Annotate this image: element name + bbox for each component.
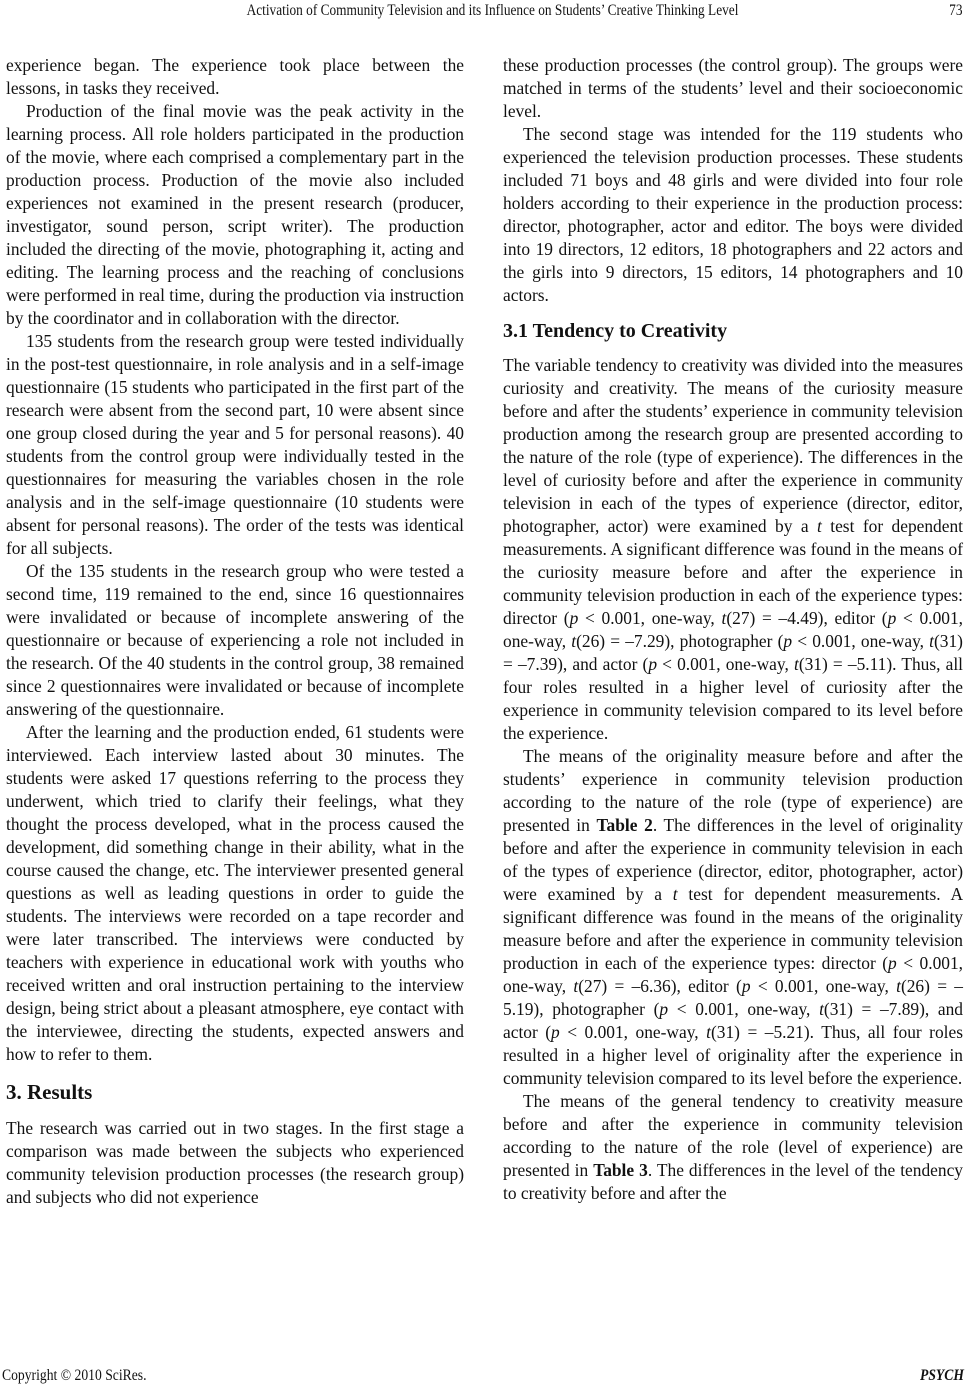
table-2-reference: Table 2: [596, 815, 653, 835]
paragraph: The research was carried out in two stages. In the first stage a comparison was made between the subjects who experienced community television production processes (the research group) and subjects who did not experience: [6, 1118, 464, 1207]
paragraph: 135 students from the research group were tested individually in the post-test questionnaire, in role analysis and in a self-image questionnaire (15 students who participated in the first part of the research were absent from the second part, 10 were absent since one group closed during the year and 5 for personal reasons). 40 students from the control group were individually tested in the questionnaires for measuring the variables chosen in the role analysis and in the self-image questionnaire (10 students were absent for personal reasons). The order of the tests was identical for all subjects.: [6, 331, 464, 558]
subsection-heading-tendency-to-creativity: 3.1 Tendency to Creativity: [503, 320, 728, 342]
running-header: [0, 0, 970, 22]
paragraph: After the learning and the production ended, 61 students were interviewed. Each interview lasted about 30 minutes. The students were asked 17 questions referring to the process they underwent, which tried to clarify their feelings, what they thought the process developed, what in the process caused the development, did something change in their ability, what in the course caused the change, etc. The interviewer presented general questions as well as leading questions in order to guide the students. The interviews were recorded on a tape recorder and were later transcribed. The interviews were conducted by teachers with experience in educational work with youths who received written and oral instruction pertaining to the interview design, being strict about a pleasant atmosphere, eye contact with the interviewee, directing the students, expected answers and how to refer to them.: [6, 722, 464, 1064]
paragraph: Production of the final movie was the peak activity in the learning process. All role holders participated in the production of the movie, where each comprised a complementary part in the production process. Production of the movie also included experiences not examined in the present research (producer, investigator, sound person, script writer). The production included the directing of the movie, photographing it, acting and editing. The learning process and the reaching of conclusions were performed in real time, during the production via instruction by the coordinator and in collaboration with the director.: [6, 101, 464, 328]
paragraph-general-tendency: The means of the general tendency to creativity measure before and after the experience in community television according to the nature of the role (level of experience) are presented in Table 3. The differences in the level of the tendency to creativity before and after the: [503, 1091, 963, 1203]
copyright-notice: Copyright © 2010 SciRes.: [2, 1367, 147, 1384]
journal-name: PSYCH: [920, 1367, 964, 1384]
right-column: [503, 54, 963, 1205]
paragraph: Of the 135 students in the research group who were tested a second time, 119 remained to the end, since 16 questionnaires were invalidated or because of incomplete answering of the questionnaire or because of experiencing a role not included in the research. Of the 40 students in the control group, 38 remained since 2 questionnaires were invalidated or because of incomplete answering of the questionnaire.: [6, 561, 464, 719]
left-column: [6, 54, 464, 1209]
paragraph-curiosity: The variable tendency to creativity was divided into the measures curiosity and creativity. The means of the curiosity measure before and after the students’ experience in community television production among the research group are presented according to the nature of the role (type of experience). The differences in the level of curiosity before and after the experience in community television in each of the types of experience (director, editor, photographer, actor) were examined by a t test for dependent measurements. A significant difference was found in the means of the curiosity measure before and after the experience in community television production in each of the experience types: director (p < 0.001, one-way, t(27) = –4.49), editor (p < 0.001, one-way, t(26) = –7.29), photographer (p < 0.001, one-way, t(31) = –7.39), and actor (p < 0.001, one-way, t(31) = –5.11). Thus, all four roles resulted in a higher level of curiosity after the experience in community television compared to its level before the experience.: [503, 355, 963, 743]
running-title: Activation of Community Television and its Influence on Students’ Creative Thinking Level: [246, 2, 739, 19]
paragraph-originality: The means of the originality measure before and after the students’ experience in community television production according to the nature of the role (type of experience) are presented in Table 2. The differences in the level of originality before and after the experience in community television in each of the types of experience (director, editor, photographer, actor) were examined by a t test for dependent measurements. A significant difference was found in the means of the originality measure before and after the experience in community television production in each of the experience types: director (p < 0.001, one-way, t(27) = –6.36), editor (p < 0.001, one-way, t(26) = –5.19), photographer (p < 0.001, one-way, t(31) = –7.89), and actor (p < 0.001, one-way, t(31) = –5.21). Thus, all four roles resulted in a higher level of originality after the experience in community television compared to its level before the experience.: [503, 746, 964, 1088]
paragraph: The second stage was intended for the 119 students who experienced the television production processes. These students included 71 boys and 48 girls and were divided into four role holders according to their experience in the production process: director, photographer, actor and editor. The boys were divided into 19 directors, 12 editors, 18 photographers and 22 actors and the girls into 9 directors, 15 editors, 14 photographers and 10 actors.: [503, 124, 963, 305]
table-3-reference: Table 3: [593, 1160, 648, 1180]
section-heading-results: 3. Results: [6, 1080, 93, 1104]
paragraph: experience began. The experience took place between the lessons, in tasks they received.: [6, 55, 464, 98]
paragraph: these production processes (the control group). The groups were matched in terms of the students’ level and their socioeconomic level.: [503, 55, 963, 121]
page-number: 73: [948, 2, 962, 19]
page-footer: [0, 1366, 970, 1386]
